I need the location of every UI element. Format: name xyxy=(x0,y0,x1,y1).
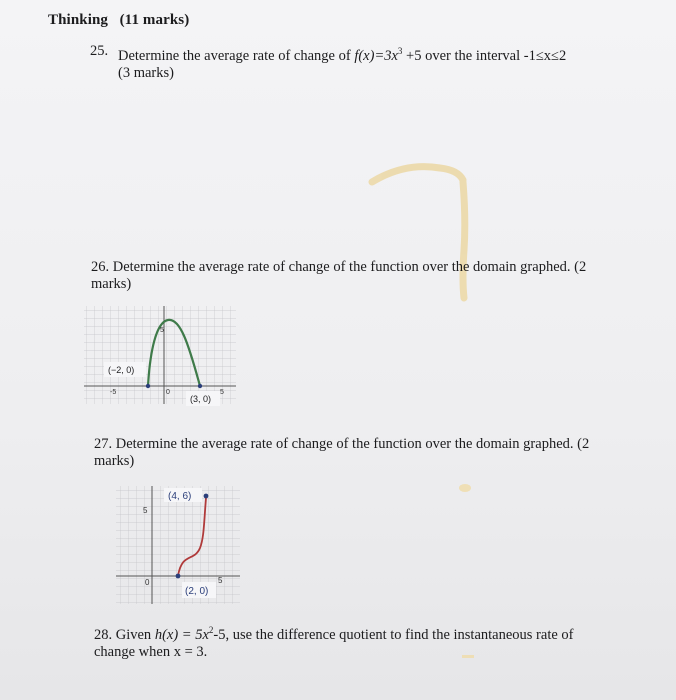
pencil-dot xyxy=(455,478,475,498)
point-label-top: (4, 6) xyxy=(168,491,192,502)
question-28 xyxy=(94,622,594,661)
tick-label-neg5: -5 xyxy=(110,389,117,396)
graph-27 xyxy=(112,482,244,610)
question-text: Given xyxy=(115,626,155,643)
point-bottom xyxy=(176,574,181,579)
exponent: 2 xyxy=(208,625,214,635)
point-top xyxy=(204,494,209,499)
section-name: Thinking xyxy=(48,12,109,28)
question-number: 26. xyxy=(91,259,110,275)
exponent: 3 xyxy=(397,46,403,56)
question-26 xyxy=(91,259,591,293)
question-text-end: -5, use the difference quotient to find the instantaneous rate of change when x = 3. xyxy=(94,626,574,660)
tick-label-zero: 0 xyxy=(166,389,170,396)
question-number: 28. xyxy=(94,626,113,643)
function-name: h(x) xyxy=(154,626,179,643)
graph-grid xyxy=(84,306,236,404)
question-marks: (3 marks) xyxy=(118,64,174,81)
section-marks: (11 marks) xyxy=(119,12,190,28)
question-text: Determine the average rate of change of the function over the domain graphed. (2 marks) xyxy=(94,436,590,469)
function-expression: =3x xyxy=(374,47,398,64)
point-label-bottom: (2, 0) xyxy=(185,586,209,597)
function-name: f(x) xyxy=(354,47,375,64)
section-title xyxy=(48,12,189,29)
tick-label-zero: 0 xyxy=(145,578,150,587)
point-right xyxy=(198,384,202,388)
question-text: Determine the average rate of change of the function over the domain graphed. (2 marks) xyxy=(91,259,587,292)
function-expression: = 5x xyxy=(178,626,209,643)
graph-grid xyxy=(116,486,240,604)
question-number: 27. xyxy=(94,436,113,452)
point-left xyxy=(146,384,150,388)
question-number: 25. xyxy=(90,43,109,59)
tick-label-5: 5 xyxy=(220,389,224,396)
point-label-left: (−2, 0) xyxy=(108,365,135,375)
question-text-end: +5 over the interval -1≤x≤2 xyxy=(402,47,567,64)
question-text: Determine the average rate of change of xyxy=(118,47,355,64)
tick-label-y5: 5 xyxy=(143,506,148,515)
point-label-right: (3, 0) xyxy=(190,394,212,404)
tick-label-x5: 5 xyxy=(218,576,223,585)
tick-label-y5: 5 xyxy=(160,327,164,334)
question-27 xyxy=(94,436,594,470)
graph-26 xyxy=(78,302,242,410)
